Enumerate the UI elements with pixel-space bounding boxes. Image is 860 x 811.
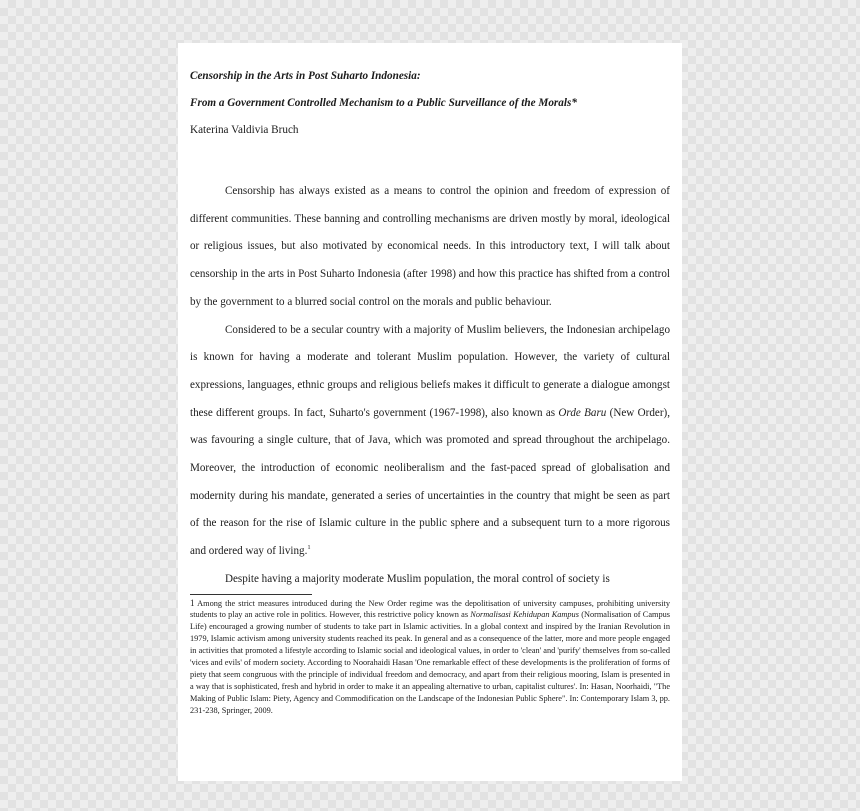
footnote-number: 1 bbox=[190, 597, 195, 608]
paragraph-2-text-b: (New Order), was favouring a single culture, that of Java, which was promoted and spread throughout the archipelago. Moreover, the introduction of economic neoliberalism and the fast-paced spread of globalisation and modernity during his mandate, generated a series of uncertainties in the country that might be seen as part of the reason for the rise of Islamic culture in the public sphere and a subsequent turn to a more rigorous and ordered way of living. bbox=[190, 406, 670, 558]
footnote-reference[interactable]: 1 bbox=[307, 544, 311, 552]
page-content bbox=[190, 69, 670, 717]
orde-baru-italic: Orde Baru bbox=[558, 406, 607, 419]
footnote bbox=[190, 598, 670, 717]
footnote-text-b: (Normalisation of Campus Life) encouraged a growing number of students to take part in Islamic activities. In a global context and inspired by the Iranian Revolution in 1979, Islamic activism among university students reached its peak. In general and as a consequence of the latter, more and more people engaged in activities that promoted a lifestyle according to Islamic social and ideological values, in order to 'clean' and 'purify' themselves from so-called 'vices and evils' of modern society. According to Noorahaidi Hasan 'One remarkable effect of these developments is the proliferation of forms of piety that seem congruous with the principle of individual freedom and democracy, and apart from their religious mooring, Islam is presented in a way that is sophisticated, fresh and hybrid in order to make it an appealing alternative to urban, capitalist cultures'. In: Hasan, Noorhaidi, "The Making of Public Islam: Piety, Agency and Commodification on the Landscape of the Indonesian Public Sphere". In: Contemporary Islam 3, pp. 231-238, Springer, 2009. bbox=[190, 610, 671, 715]
paragraph-2-text-a: Considered to be a secular country with a majority of Muslim believers, the Indonesian archipelago is known for having a moderate and tolerant Muslim population. However, the variety of cultural expressions, languages, ethnic groups and religious beliefs makes it difficult to generate a dialogue amongst these different groups. In fact, Suharto's government (1967-1998), also known as bbox=[190, 323, 670, 419]
paragraph-1: Censorship has always existed as a means to control the opinion and freedom of expression of different communities. These banning and controlling mechanisms are driven mostly by moral, ideological or religious issues, but also motivated by economical needs. In this introductory text, I will talk about censorship in the arts in Post Suharto Indonesia (after 1998) and how this practice has shifted from a control by the government to a blurred social control on the morals and public behaviour. bbox=[190, 185, 670, 308]
footnote-italic: Normalisasi Kehidupan Kampus bbox=[470, 610, 579, 620]
paragraph-2 bbox=[190, 317, 670, 566]
footnote-separator bbox=[190, 594, 312, 595]
paragraph-3: Despite having a majority moderate Muslim population, the moral control of society is bbox=[225, 572, 610, 585]
footnote-text-a: Among the strict measures introduced during the New Order regime was the depolitisation of university campuses, prohibiting university students to play an active role in politics. However, this restrictive policy known as bbox=[190, 598, 670, 620]
author-name: Katerina Valdivia Bruch bbox=[190, 124, 299, 136]
document-subtitle: From a Government Controlled Mechanism to a Public Surveillance of the Morals* bbox=[190, 97, 577, 109]
document-page bbox=[178, 43, 682, 781]
body-text bbox=[190, 178, 670, 594]
document-title: Censorship in the Arts in Post Suharto Indonesia: bbox=[190, 70, 421, 82]
